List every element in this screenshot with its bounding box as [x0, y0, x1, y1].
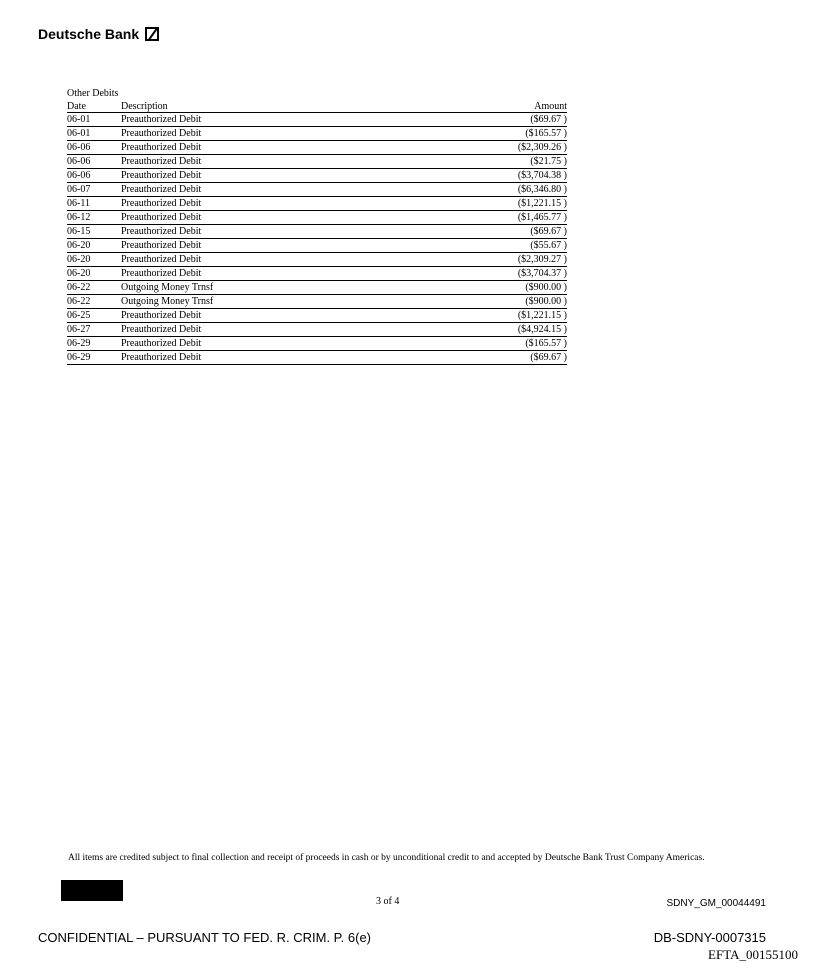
table-row	[67, 239, 567, 253]
cell-description: Preauthorized Debit	[121, 127, 447, 141]
cell-amount: ($69.67 )	[447, 113, 567, 127]
table-row	[67, 141, 567, 155]
cell-date: 06-20	[67, 267, 121, 281]
cell-amount: ($900.00 )	[447, 281, 567, 295]
cell-amount: ($3,704.38 )	[447, 169, 567, 183]
cell-amount: ($165.57 )	[447, 127, 567, 141]
cell-description: Preauthorized Debit	[121, 337, 447, 351]
cell-amount: ($900.00 )	[447, 295, 567, 309]
cell-description: Preauthorized Debit	[121, 323, 447, 337]
table-row	[67, 183, 567, 197]
cell-date: 06-12	[67, 211, 121, 225]
cell-amount: ($69.67 )	[447, 351, 567, 365]
table-row	[67, 267, 567, 281]
document-id: SDNY_GM_00044491	[666, 898, 766, 909]
table-row	[67, 113, 567, 127]
cell-description: Preauthorized Debit	[121, 239, 447, 253]
cell-description: Preauthorized Debit	[121, 113, 447, 127]
cell-description: Outgoing Money Trnsf	[121, 281, 447, 295]
bank-name: Deutsche Bank	[38, 26, 140, 42]
cell-description: Preauthorized Debit	[121, 183, 447, 197]
disclaimer-text: All items are credited subject to final collection and receipt of proceeds in cash or by unconditional credit to and accepted by Deutsche Bank Trust Company Americas.	[68, 853, 705, 863]
cell-date: 06-06	[67, 141, 121, 155]
cell-date: 06-27	[67, 323, 121, 337]
cell-amount: ($1,221.15 )	[447, 197, 567, 211]
bank-logo	[38, 26, 159, 42]
cell-amount: ($165.57 )	[447, 337, 567, 351]
page-number: 3 of 4	[376, 896, 400, 907]
table-row	[67, 323, 567, 337]
column-header-description: Description	[121, 100, 447, 113]
other-debits-table	[67, 100, 567, 365]
cell-description: Outgoing Money Trnsf	[121, 295, 447, 309]
cell-description: Preauthorized Debit	[121, 225, 447, 239]
table-row	[67, 127, 567, 141]
cell-amount: ($6,346.80 )	[447, 183, 567, 197]
cell-amount: ($55.67 )	[447, 239, 567, 253]
deutsche-bank-slash-icon	[145, 27, 159, 41]
table-row	[67, 211, 567, 225]
cell-amount: ($1,465.77 )	[447, 211, 567, 225]
cell-amount: ($1,221.15 )	[447, 309, 567, 323]
cell-amount: ($3,704.37 )	[447, 267, 567, 281]
cell-description: Preauthorized Debit	[121, 141, 447, 155]
cell-description: Preauthorized Debit	[121, 155, 447, 169]
column-header-amount: Amount	[447, 100, 567, 113]
cell-description: Preauthorized Debit	[121, 211, 447, 225]
cell-date: 06-15	[67, 225, 121, 239]
cell-date: 06-22	[67, 295, 121, 309]
table-row	[67, 169, 567, 183]
table-header-row	[67, 100, 567, 113]
cell-date: 06-01	[67, 127, 121, 141]
table-row	[67, 351, 567, 365]
cell-amount: ($4,924.15 )	[447, 323, 567, 337]
cell-description: Preauthorized Debit	[121, 309, 447, 323]
cell-description: Preauthorized Debit	[121, 351, 447, 365]
cell-date: 06-25	[67, 309, 121, 323]
confidential-notice: CONFIDENTIAL – PURSUANT TO FED. R. CRIM. P. 6(e)	[38, 930, 372, 945]
cell-date: 06-29	[67, 351, 121, 365]
table-row	[67, 281, 567, 295]
redaction-block	[61, 880, 123, 901]
cell-description: Preauthorized Debit	[121, 253, 447, 267]
table-row	[67, 197, 567, 211]
cell-description: Preauthorized Debit	[121, 169, 447, 183]
cell-date: 06-20	[67, 239, 121, 253]
cell-date: 06-29	[67, 337, 121, 351]
cell-date: 06-06	[67, 169, 121, 183]
bates-number: DB-SDNY-0007315	[653, 930, 766, 945]
cell-amount: ($21.75 )	[447, 155, 567, 169]
table-row	[67, 253, 567, 267]
section-title: Other Debits	[67, 88, 119, 99]
cell-date: 06-11	[67, 197, 121, 211]
table-row	[67, 225, 567, 239]
cell-amount: ($69.67 )	[447, 225, 567, 239]
table-row	[67, 155, 567, 169]
table-row	[67, 337, 567, 351]
cell-date: 06-07	[67, 183, 121, 197]
cell-date: 06-01	[67, 113, 121, 127]
table-row	[67, 295, 567, 309]
cell-date: 06-22	[67, 281, 121, 295]
cell-description: Preauthorized Debit	[121, 267, 447, 281]
table-row	[67, 309, 567, 323]
cell-date: 06-06	[67, 155, 121, 169]
efta-number: EFTA_00155100	[708, 947, 798, 962]
cell-amount: ($2,309.27 )	[447, 253, 567, 267]
cell-date: 06-20	[67, 253, 121, 267]
cell-description: Preauthorized Debit	[121, 197, 447, 211]
column-header-date: Date	[67, 100, 121, 113]
cell-amount: ($2,309.26 )	[447, 141, 567, 155]
